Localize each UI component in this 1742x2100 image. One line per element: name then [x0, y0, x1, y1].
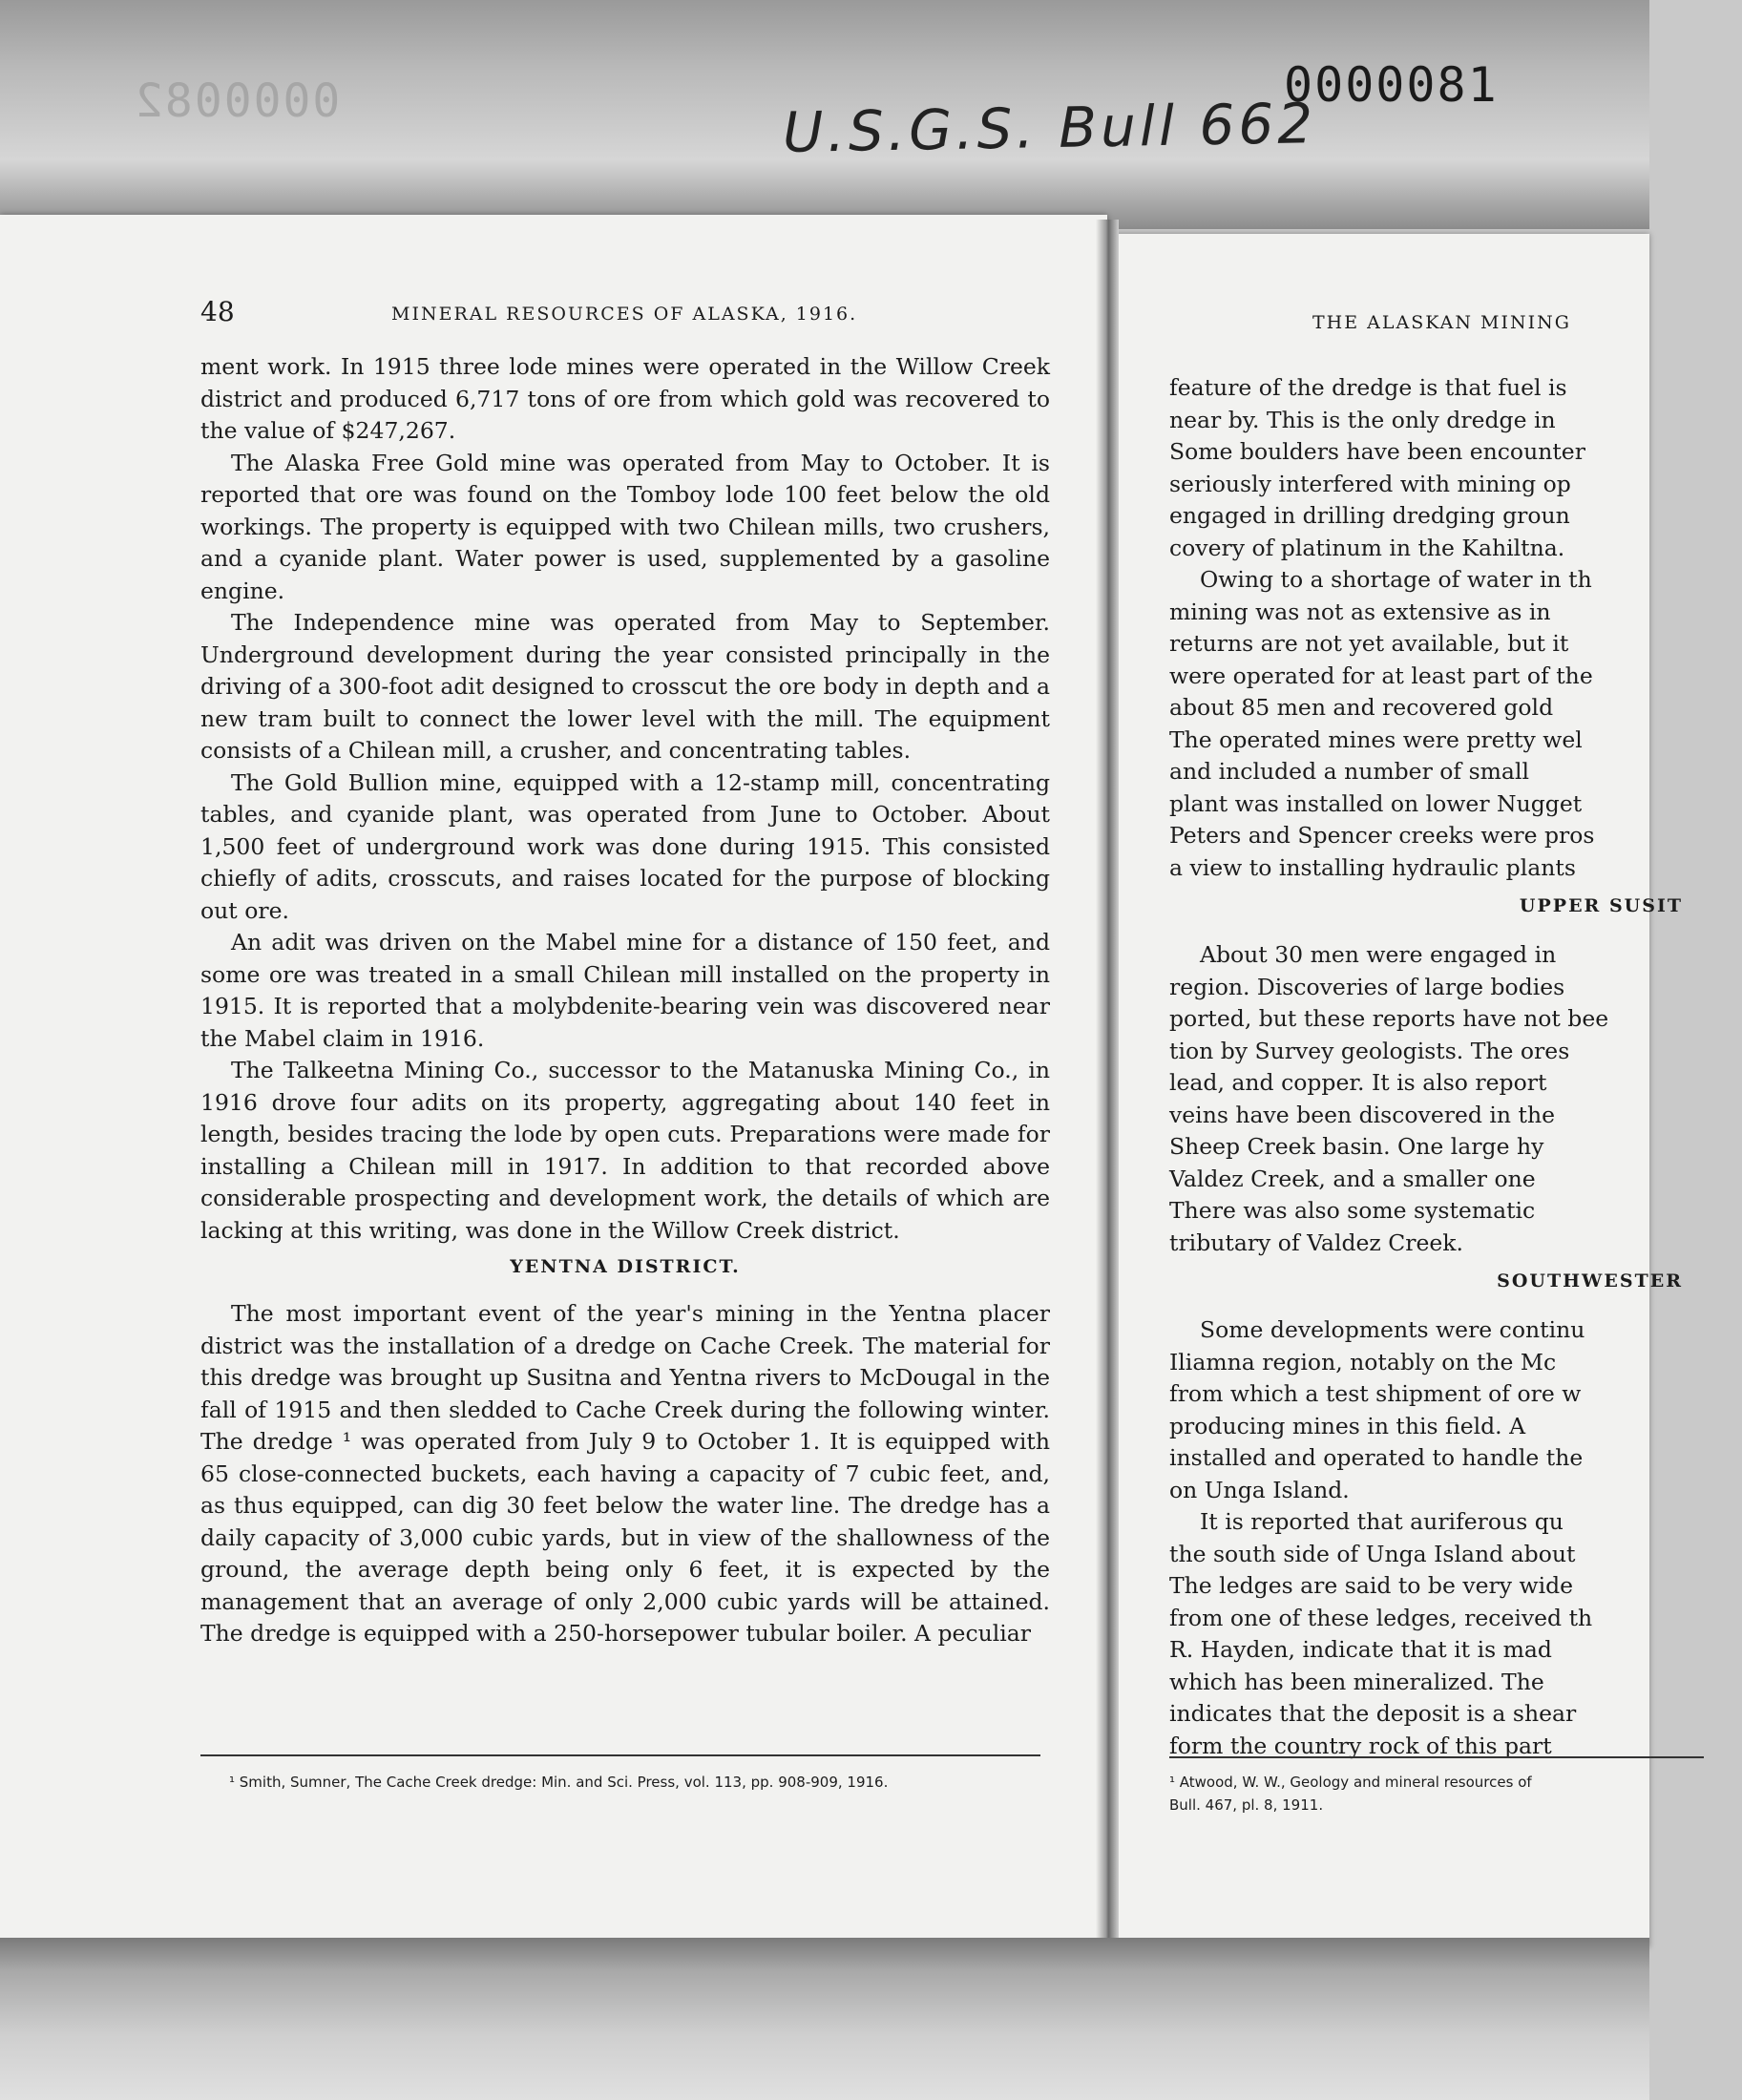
- footnote-right-line: Bull. 467, pl. 8, 1911.: [1169, 1796, 1324, 1814]
- text-line: indicates that the deposit is a shear: [1169, 1700, 1577, 1727]
- scan-bottom-margin: [0, 1938, 1649, 2100]
- text-line: Peters and Spencer creeks were pros: [1169, 822, 1595, 849]
- text-line: feature of the dredge is that fuel is: [1169, 374, 1567, 401]
- text-line: About 30 men were engaged in: [1200, 941, 1557, 968]
- right-block-3: [1169, 939, 1742, 1259]
- text-line: Some boulders have been encounter: [1169, 438, 1585, 465]
- text-line: engaged in drilling dredging groun: [1169, 502, 1570, 529]
- right-block-1: [1169, 372, 1742, 564]
- text-line: Owing to a shortage of water in th: [1200, 566, 1592, 593]
- paragraph: The most important event of the year's mining in the Yentna placer district was the installation of a dredge on Cache Creek. The material for this dredge was brought up Susitna and Yentna rivers to McDougal in the fall of 1915 and then sledded to Cache Creek during the following winter. The dredge ¹ was operated from July 9 to October 1. It is equipped with 65 close-connected buckets, each having a capacity of 7 cubic feet, and, as thus equipped, can dig 30 feet below the water line. The dredge has a daily capacity of 3,000 cubic yards, but in view of the shallowness of the ground, the average depth being only 6 feet, it is expected by the management that an average of only 2,000 cubic yards will be attained. The dredge is equipped with a 250-horsepower tubular boiler. A peculiar: [200, 1300, 1050, 1647]
- text-line: plant was installed on lower Nugget: [1169, 789, 1583, 817]
- footnote-rule-right: [1169, 1756, 1704, 1758]
- right-text-column: [1169, 372, 1742, 1762]
- book-gutter: [1096, 220, 1119, 1947]
- text-line: It is reported that auriferous qu: [1200, 1508, 1564, 1535]
- footnote-rule-left: [200, 1754, 1040, 1756]
- text-line: mining was not as extensive as in: [1169, 598, 1551, 625]
- section-heading: YENTNA DISTRICT.: [510, 1256, 741, 1277]
- left-text-column: [200, 351, 1050, 1650]
- handwritten-note: U.S.G.S. Bull 662: [782, 91, 1317, 165]
- text-line: The operated mines were pretty wel: [1169, 725, 1583, 753]
- ghost-stamp-number: 0000082: [134, 74, 341, 128]
- text-line: about 85 men and recovered gold: [1169, 694, 1554, 721]
- paragraph: The Independence mine was operated from May to September. Underground development during the year consisted principally in the driving of a 300-foot adit designed to crosscut the ore body in depth and a new tram built to connect the lower level with the mill. The equipment consists of a Chilean mill, a crusher, and concentrating tables.: [200, 609, 1050, 764]
- page-number: 48: [200, 296, 235, 327]
- paragraph: The Gold Bullion mine, equipped with a 12-stamp mill, concentrating tables, and cyanide plant, was operated from June to October. About 1,500 feet of underground work was done during 1915. This consisted chiefly of adits, crosscuts, and raises located for the purpose of blocking out ore.: [200, 768, 1050, 924]
- text-line: covery of platinum in the Kahiltna.: [1169, 534, 1565, 561]
- paragraph: The Alaska Free Gold mine was operated from May to October. It is reported that ore was found on the Tomboy lode 100 feet below the old workings. The property is equipped with two Chilean mills, two crushers, and a cyanide plant. Water power is used, supplemented by a gasoline engine.: [200, 449, 1050, 604]
- footnote-right-line: ¹ Atwood, W. W., Geology and mineral resources of: [1169, 1774, 1532, 1791]
- text-line: Some developments were continu: [1200, 1316, 1585, 1343]
- right-block-4: [1169, 1314, 1742, 1506]
- paragraph: ment work. In 1915 three lode mines were operated in the Willow Creek district and produced 6,717 tons of ore from which gold was recovered to the value of $247,267.: [200, 353, 1050, 444]
- text-line: region. Discoveries of large bodies: [1169, 973, 1565, 1000]
- text-line: form the country rock of this part: [1169, 1732, 1552, 1759]
- paragraph: An adit was driven on the Mabel mine for a distance of 150 feet, and some ore was treated in a small Chilean mill installed on the property in 1915. It is reported that a molybdenite-bearing vein was discovered near the Mabel claim in 1916.: [200, 929, 1050, 1052]
- right-block-5: [1169, 1506, 1742, 1762]
- footnote-left: ¹ Smith, Sumner, The Cache Creek dredge: Min. and Sci. Press, vol. 113, pp. 908-909, 1916.: [229, 1774, 889, 1791]
- right-page: [1112, 234, 1683, 1947]
- running-head-right: THE ALASKAN MINING: [1312, 312, 1571, 333]
- text-line: veins have been discovered in the: [1169, 1101, 1555, 1128]
- text-line: ported, but these reports have not bee: [1169, 1005, 1609, 1032]
- text-line: R. Hayden, indicate that it is mad: [1169, 1636, 1552, 1663]
- right-section-heading-2: SOUTHWESTER: [1497, 1270, 1683, 1292]
- left-page-header: [200, 296, 1050, 334]
- text-line: which has been mineralized. The: [1169, 1668, 1544, 1695]
- text-line: and included a number of small: [1169, 758, 1529, 785]
- text-line: were operated for at least part of the: [1169, 662, 1593, 689]
- text-line: producing mines in this field. A: [1169, 1412, 1526, 1439]
- text-line: from which a test shipment of ore w: [1169, 1380, 1582, 1407]
- text-line: installed and operated to handle the: [1169, 1444, 1584, 1471]
- text-line: the south side of Unga Island about: [1169, 1540, 1576, 1567]
- right-section-heading-1: UPPER SUSIT: [1519, 895, 1683, 916]
- paragraph: The Talkeetna Mining Co., successor to the Matanuska Mining Co., in 1916 drove four adits on its property, aggregating about 140 feet in length, besides tracing the lode by open cuts. Preparations were made for installing a Chilean mill in 1917. In addition to that recorded above considerable prospecting and development work, the details of which are lacking at this writing, was done in the Willow Creek district.: [200, 1057, 1050, 1244]
- text-line: tion by Survey geologists. The ores: [1169, 1037, 1570, 1064]
- text-line: seriously interfered with mining op: [1169, 470, 1571, 497]
- stamp-number: 0000081: [1284, 57, 1499, 113]
- text-line: returns are not yet available, but it: [1169, 630, 1569, 657]
- text-line: from one of these ledges, received th: [1169, 1604, 1593, 1631]
- footnote-right: [1169, 1771, 1742, 1816]
- text-line: a view to installing hydraulic plants: [1169, 853, 1576, 881]
- text-line: The ledges are said to be very wide: [1169, 1572, 1574, 1599]
- text-line: Iliamna region, notably on the Mc: [1169, 1348, 1557, 1376]
- text-line: Valdez Creek, and a smaller one: [1169, 1165, 1536, 1192]
- text-line: near by. This is the only dredge in: [1169, 406, 1556, 433]
- text-line: Sheep Creek basin. One large hy: [1169, 1133, 1544, 1160]
- text-line: on Unga Island.: [1169, 1476, 1350, 1503]
- running-head-left: MINERAL RESOURCES OF ALASKA, 1916.: [391, 304, 858, 325]
- right-block-2: [1169, 564, 1742, 884]
- text-line: lead, and copper. It is also report: [1169, 1069, 1547, 1096]
- text-line: There was also some systematic: [1169, 1197, 1536, 1224]
- text-line: tributary of Valdez Creek.: [1169, 1228, 1464, 1256]
